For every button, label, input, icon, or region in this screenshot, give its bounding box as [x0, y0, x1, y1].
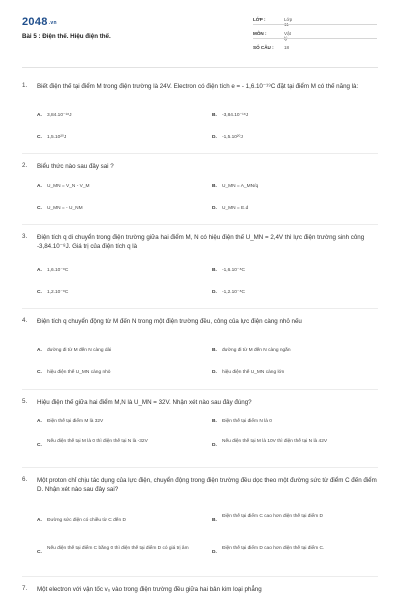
option-label: D.	[212, 206, 217, 211]
question-number: 2.	[22, 162, 28, 169]
option-text: hiệu điện thế U_MN càng lớn	[222, 370, 285, 375]
question-divider	[22, 576, 378, 577]
option-text: Điện thế tại điểm M là 32V	[47, 419, 104, 424]
option-label: C.	[37, 290, 42, 295]
option-text: 1,2.10⁻⁸C	[47, 290, 69, 295]
option-label: A.	[37, 184, 42, 189]
option-text: 1,5.10²⁰J	[47, 135, 67, 140]
option-label: D.	[212, 290, 217, 295]
option-text: Điện thế tại điểm C cao hơn điện thế tại điểm D	[222, 514, 324, 519]
option-text: Điện thế tại điểm N là 0	[222, 419, 272, 424]
question-number: 6.	[22, 476, 28, 483]
meta-divider	[253, 38, 377, 39]
meta-divider	[253, 24, 377, 25]
logo-number: 2048	[22, 16, 48, 28]
option-label: D.	[212, 370, 217, 375]
option-text: 3,84.10⁻¹⁸J	[47, 113, 72, 118]
option-label: A.	[37, 348, 42, 353]
option-label: B.	[212, 348, 217, 353]
option-label: A.	[37, 113, 42, 118]
question-divider	[22, 467, 378, 468]
option-text: Nếu điện thế tại M là 10V thì điện thế tại N là 42V	[222, 439, 328, 444]
site-logo[interactable]	[22, 16, 57, 28]
logo-suffix: .vn	[48, 20, 57, 26]
option-label: C.	[37, 135, 42, 140]
option-text: Nếu điện thế tại M là 0 thì điện thế tại N là -32V	[47, 439, 148, 444]
option-text: U_MN = - U_NM	[47, 206, 83, 211]
question-text: Biểu thức nào sau đây sai ?	[37, 163, 114, 170]
question-divider	[22, 153, 378, 154]
option-label: A.	[37, 268, 42, 273]
question-divider	[22, 224, 378, 225]
question-text: Điện tích q di chuyển trong điện trường giữa hai điểm M, N có hiệu điện thế U_MN = 2,4V thì lực điện trường sinh công -3,84.10⁻⁸J. Giá trị của điện tích q là	[37, 234, 365, 250]
question-text: Một electron với vận tốc v₀ vào trong điện trường đều giữa hai bản kim loại phẳng	[37, 586, 262, 593]
question-text: Một proton chỉ chịu tác dụng của lực điện, chuyển động trong điện trường đều dọc theo một đường sức từ điểm C đến điểm D. Nhận xét nào sau đây sai?	[37, 477, 377, 493]
class-label: LỚP :	[253, 17, 266, 22]
option-text: 1,6.10⁻⁸C	[47, 268, 69, 273]
question-number: 7.	[22, 585, 28, 592]
option-text: -1,6.10⁻⁸C	[222, 268, 245, 273]
question-number: 4.	[22, 317, 28, 324]
question-number: 5.	[22, 398, 28, 405]
lesson-title: Bài 5 : Điện thế. Hiệu điện thế.	[22, 33, 111, 40]
question-number: 1.	[22, 82, 28, 89]
page-header	[0, 0, 400, 64]
option-label: D.	[212, 135, 217, 140]
subject-value: Vật lý	[284, 31, 291, 41]
subject-label: MÔN :	[253, 31, 267, 36]
option-label: C.	[37, 443, 42, 448]
count-value: 18	[284, 45, 290, 50]
option-text: -1,2.10⁻⁸C	[222, 290, 245, 295]
question-text: Biết điện thế tại điểm M trong điện trường là 24V. Electron có điện tích e = - 1,6.10⁻¹⁹C đặt tại điểm M có thế năng là:	[37, 83, 359, 90]
class-value: Lớp 11	[284, 17, 293, 27]
option-label: B.	[212, 184, 217, 189]
option-text: U_MN = V_N - V_M	[47, 184, 90, 189]
question-divider	[22, 389, 378, 390]
option-label: D.	[212, 443, 217, 448]
option-text: đường đi từ M đến N càng dài	[47, 348, 112, 353]
option-text: Điện thế tại điểm D cao hơn điện thế tại điểm C.	[222, 546, 325, 551]
option-label: C.	[37, 370, 42, 375]
option-text: U_MN = A_MN/q	[222, 184, 259, 189]
count-label: SỐ CÂU :	[253, 45, 274, 50]
question-text: Điện tích q chuyển động từ M đến N trong một điện trường đều, công của lực điện càng nhỏ nếu	[37, 318, 302, 325]
option-label: B.	[212, 268, 217, 273]
option-text: U_MN = E.d	[222, 206, 249, 211]
option-label: A.	[37, 518, 42, 523]
question-divider	[22, 308, 378, 309]
option-label: C.	[37, 206, 42, 211]
question-text: Hiệu điện thế giữa hai điểm M,N là U_MN = 32V. Nhận xét nào sau đây đúng?	[37, 399, 252, 406]
option-label: D.	[212, 550, 217, 555]
header-divider	[22, 67, 378, 68]
option-text: -1,5.10²⁰J	[222, 135, 243, 140]
option-label: B.	[212, 113, 217, 118]
option-text: Đường sức điện có chiều từ C đến D	[47, 518, 126, 523]
option-text: Nếu điện thế tại điểm C bằng 0 thì điện thế tại điểm D có giá trị âm	[47, 546, 189, 551]
option-label: C.	[37, 550, 42, 555]
option-label: A.	[37, 419, 42, 424]
question-number: 3.	[22, 233, 28, 240]
option-label: B.	[212, 518, 217, 523]
option-text: hiệu điện thế U_MN càng nhỏ	[47, 370, 111, 375]
option-label: B.	[212, 419, 217, 424]
option-text: đường đi từ M đến N càng ngắn	[222, 348, 291, 353]
option-text: -3,84.10⁻¹⁸J	[222, 113, 249, 118]
